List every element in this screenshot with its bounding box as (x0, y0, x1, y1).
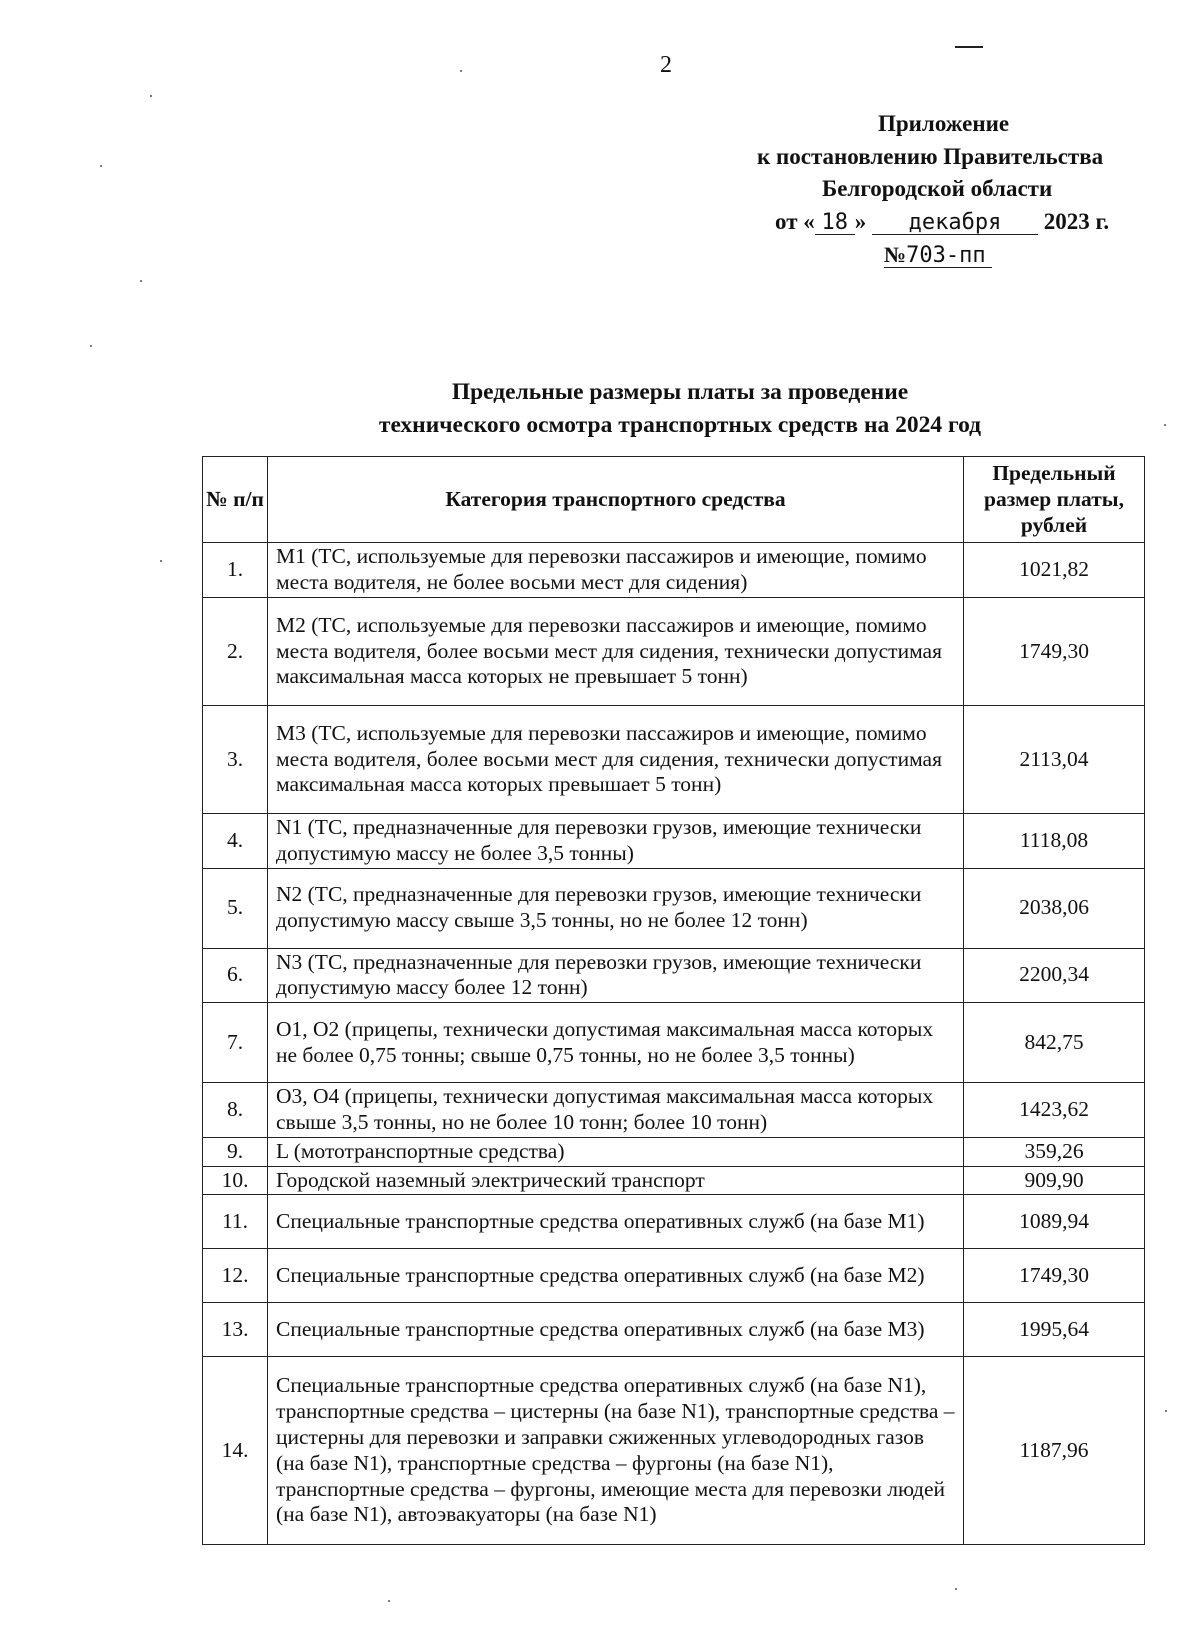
row-number: 6. (203, 948, 268, 1003)
title-line-2: технического осмотра транспортных средств на 2024 год (378, 411, 982, 438)
date-mid: » (854, 208, 867, 234)
row-fee: 909,90 (964, 1166, 1145, 1195)
header-no: № п/п (203, 457, 268, 543)
table-row (203, 1357, 1145, 1545)
row-category: Специальные транспортные средства оперативных служб (на базе M1) (268, 1195, 964, 1249)
row-number: 8. (203, 1083, 268, 1138)
appendix-date (740, 206, 1160, 239)
row-number: 2. (203, 597, 268, 705)
row-category: M2 (ТС, используемые для перевозки пассажиров и имеющие, помимо места водителя, более восьми мест для сидения, технически допустимая максимальная масса которых не превышает 5 тонн) (268, 597, 964, 705)
scan-speck (140, 280, 142, 282)
row-fee: 1749,30 (964, 597, 1145, 705)
table-row (203, 868, 1145, 948)
row-number: 7. (203, 1003, 268, 1083)
row-fee: 359,26 (964, 1137, 1145, 1166)
appendix-block (740, 108, 1160, 271)
row-fee: 1749,30 (964, 1249, 1145, 1303)
row-fee: 1021,82 (964, 543, 1145, 598)
table-row (203, 1195, 1145, 1249)
table-row (203, 1166, 1145, 1195)
date-year: 2023 г. (1043, 208, 1110, 234)
row-fee: 1118,08 (964, 813, 1145, 868)
page-number: 2 (660, 52, 672, 78)
row-category: L (мототранспортные средства) (268, 1137, 964, 1166)
table-row (203, 597, 1145, 705)
appendix-region: Белгородской области (822, 176, 1053, 202)
row-number: 3. (203, 705, 268, 813)
row-number: 13. (203, 1303, 268, 1357)
table-row (203, 1083, 1145, 1138)
row-number: 4. (203, 813, 268, 868)
row-number: 1. (203, 543, 268, 598)
row-category: Городской наземный электрический транспорт (268, 1166, 964, 1195)
header-category: Категория транспортного средства (268, 457, 964, 543)
row-fee: 2038,06 (964, 868, 1145, 948)
row-category: Специальные транспортные средства оперативных служб (на базе M3) (268, 1303, 964, 1357)
table-body (203, 543, 1145, 1545)
scan-speck (955, 1588, 957, 1590)
row-fee: 1423,62 (964, 1083, 1145, 1138)
table-row (203, 813, 1145, 868)
row-category: O3, O4 (прицепы, технически допустимая максимальная масса которых свыше 3,5 тонны, но не более 10 тонн; более 10 тонн) (268, 1083, 964, 1138)
date-day: 18 (815, 211, 855, 235)
scan-speck (150, 95, 152, 97)
date-prefix: от « (775, 208, 815, 234)
table-row (203, 1249, 1145, 1303)
row-category: M3 (ТС, используемые для перевозки пассажиров и имеющие, помимо места водителя, более восьми мест для сидения, технически допустимая максимальная масса которых превышает 5 тонн) (268, 705, 964, 813)
scan-speck (160, 560, 162, 562)
row-number: 10. (203, 1166, 268, 1195)
document-title (200, 376, 1160, 442)
scan-speck (460, 70, 462, 72)
row-number: 11. (203, 1195, 268, 1249)
date-month: декабря (872, 211, 1038, 235)
scan-speck (100, 165, 102, 167)
table-header-row (203, 457, 1145, 543)
title-line-1: Предельные размеры платы за проведение (451, 379, 909, 405)
row-number: 9. (203, 1137, 268, 1166)
scan-speck (1164, 424, 1166, 426)
scan-speck (388, 1600, 390, 1602)
table-row (203, 543, 1145, 598)
appendix-heading: Приложение (878, 111, 1010, 136)
row-number: 5. (203, 868, 268, 948)
table-row (203, 1137, 1145, 1166)
row-category: M1 (ТС, используемые для перевозки пассажиров и имеющие, помимо места водителя, не более восьми мест для сидения) (268, 543, 964, 598)
row-fee: 1187,96 (964, 1357, 1145, 1545)
row-category: Специальные транспортные средства оперативных служб (на базе N1), транспортные средства – цистерны (на базе N1), транспортные средства – цистерны для перевозки и заправки сжиженных углеводородных газов (на базе N1), транспортные средства – фургоны (на базе N1), транспортные средства – фургоны, имеющие места для перевозки людей (на базе N1), автоэвакуаторы (на базе N1) (268, 1357, 964, 1545)
row-fee: 842,75 (964, 1003, 1145, 1083)
row-fee: 1089,94 (964, 1195, 1145, 1249)
row-number: 12. (203, 1249, 268, 1303)
header-fee: Предельный размер платы, рублей (964, 457, 1145, 543)
number-value: 703-пп (906, 242, 986, 268)
table-row (203, 705, 1145, 813)
row-fee: 2113,04 (964, 705, 1145, 813)
table-row (203, 1303, 1145, 1357)
appendix-number (740, 239, 1160, 272)
row-category: N2 (ТС, предназначенные для перевозки грузов, имеющие технически допустимую массу свыше 3,5 тонны, но не более 12 тонн) (268, 868, 964, 948)
table-row (203, 948, 1145, 1003)
row-fee: 2200,34 (964, 948, 1145, 1003)
scan-speck (90, 345, 92, 347)
appendix-resolution: к постановлению Правительства (757, 143, 1104, 169)
number-prefix: № (884, 241, 907, 267)
row-category: N3 (ТС, предназначенные для перевозки грузов, имеющие технически допустимую массу более 12 тонн) (268, 948, 964, 1003)
scan-mark (955, 46, 983, 48)
row-category: Специальные транспортные средства оперативных служб (на базе M2) (268, 1249, 964, 1303)
fees-table (202, 456, 1145, 1545)
row-category: N1 (ТС, предназначенные для перевозки грузов, имеющие технически допустимую массу не более 3,5 тонны) (268, 813, 964, 868)
table-row (203, 1003, 1145, 1083)
row-number: 14. (203, 1357, 268, 1545)
row-category: O1, O2 (прицепы, технически допустимая максимальная масса которых не более 0,75 тонны; свыше 0,75 тонны, но не более 3,5 тонны) (268, 1003, 964, 1083)
row-fee: 1995,64 (964, 1303, 1145, 1357)
scan-speck (1165, 1410, 1167, 1412)
